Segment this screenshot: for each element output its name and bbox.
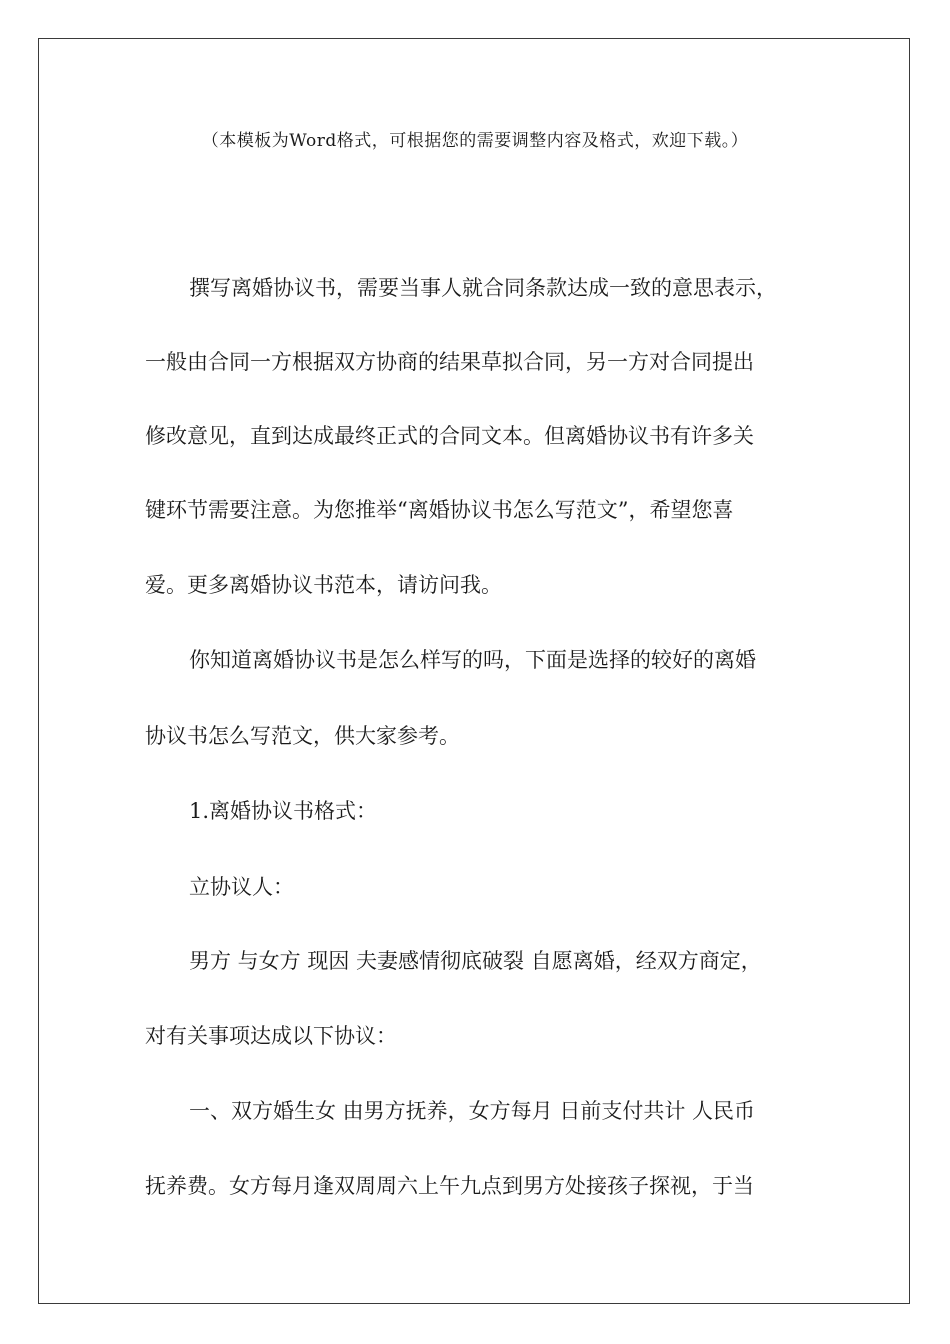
- paragraph-line: 协议书怎么写范文，供大家参考。: [145, 724, 460, 748]
- paragraph-line: 对有关事项达成以下协议：: [145, 1024, 397, 1048]
- paragraph-line: 男方 与女方 现因 夫妻感情彻底破裂 自愿离婚，经双方商定，: [189, 949, 762, 973]
- paragraph-line: 键环节需要注意。为您推举“离婚协议书怎么写范文”，希望您喜: [145, 498, 734, 522]
- paragraph-line: 一、双方婚生女 由男方抚养，女方每月 日前支付共计 人民币: [189, 1099, 756, 1123]
- paragraph-line: 一般由合同一方根据双方协商的结果草拟合同，另一方对合同提出: [145, 350, 754, 374]
- paragraph-line: 抚养费。女方每月逢双周周六上午九点到男方处接孩子探视，于当: [145, 1174, 754, 1198]
- paragraph-line: 立协议人：: [189, 875, 294, 899]
- template-notice: （本模板为Word格式，可根据您的需要调整内容及格式，欢迎下载。）: [201, 131, 749, 151]
- paragraph-line: 撰写离婚协议书，需要当事人就合同条款达成一致的意思表示，: [189, 276, 777, 300]
- section-heading: 1.离婚协议书格式：: [189, 799, 378, 823]
- paragraph-line: 你知道离婚协议书是怎么样写的吗，下面是选择的较好的离婚: [189, 648, 756, 672]
- paragraph-line: 修改意见，直到达成最终正式的合同文本。但离婚协议书有许多关: [145, 424, 754, 448]
- paragraph-line: 爱。更多离婚协议书范本，请访问我。: [145, 573, 502, 597]
